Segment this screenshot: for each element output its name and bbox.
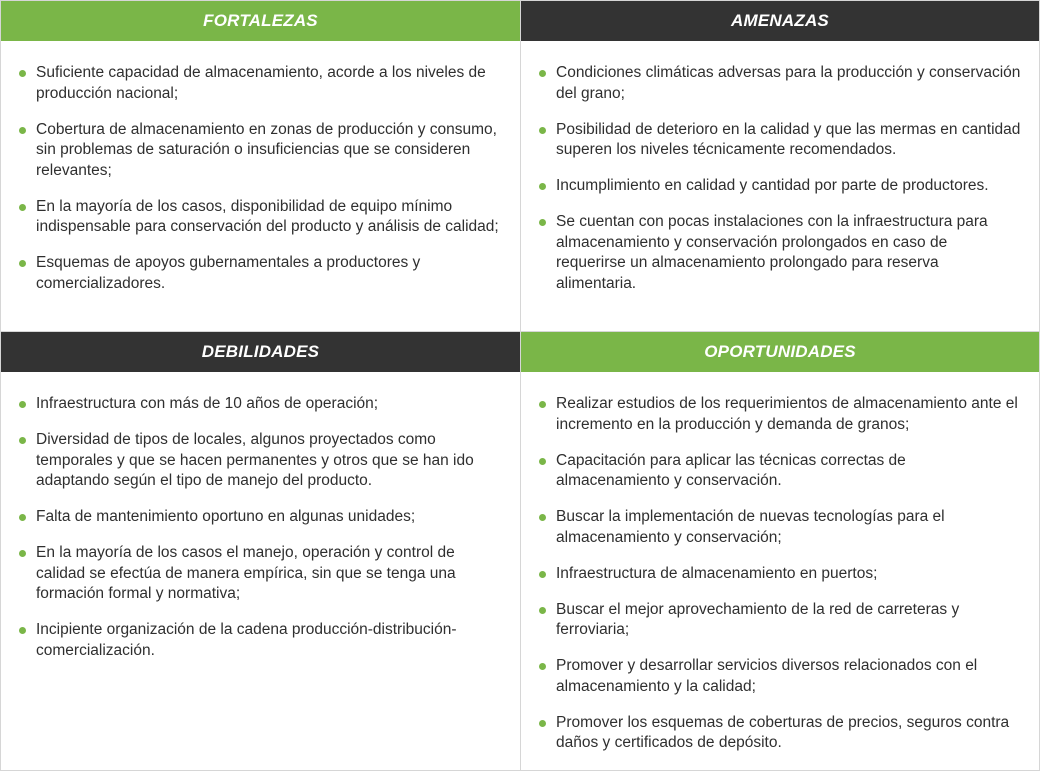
list-item (19, 543, 502, 605)
item-text: Incumplimiento en calidad y cantidad por parte de productores. (556, 177, 989, 194)
list-item (19, 120, 502, 182)
debilidades-header: DEBILIDADES (1, 332, 520, 372)
item-text: Incipiente organización de la cadena producción-distribución-comercialización. (36, 621, 457, 659)
bullet-icon (19, 204, 26, 211)
bullet-icon (539, 607, 546, 614)
bullet-icon (539, 127, 546, 134)
list-item (539, 63, 1021, 104)
bullet-icon (539, 219, 546, 226)
item-text: Falta de mantenimiento oportuno en algunas unidades; (36, 508, 416, 525)
debilidades-list (1, 372, 520, 661)
debilidades-quadrant (0, 331, 521, 771)
list-item (19, 253, 502, 294)
item-text: Posibilidad de deterioro en la calidad y que las mermas en cantidad superen los niveles técnicamente recomendados. (556, 120, 1021, 158)
list-item (19, 63, 502, 104)
bullet-icon (539, 720, 546, 727)
amenazas-quadrant (520, 0, 1040, 332)
list-item (539, 564, 1021, 585)
list-item (539, 212, 1021, 294)
bullet-icon (539, 571, 546, 578)
bullet-icon (539, 401, 546, 408)
list-item (19, 507, 502, 528)
bullet-icon (19, 550, 26, 557)
item-text: Capacitación para aplicar las técnicas correctas de almacenamiento y conservación. (556, 451, 906, 489)
list-item (19, 394, 502, 415)
bullet-icon (539, 183, 546, 190)
bullet-icon (19, 260, 26, 267)
bullet-icon (539, 663, 546, 670)
item-text: Realizar estudios de los requerimientos de almacenamiento ante el incremento en la producción y demanda de granos; (556, 395, 1018, 433)
bullet-icon (539, 514, 546, 521)
item-text: Cobertura de almacenamiento en zonas de producción y consumo, sin problemas de saturación o insuficiencias que se consideren relevantes; (36, 120, 497, 179)
list-item (539, 176, 1021, 197)
oportunidades-quadrant (520, 331, 1040, 771)
item-text: Infraestructura de almacenamiento en puertos; (556, 564, 878, 582)
list-item (539, 656, 1021, 697)
list-item (539, 507, 1021, 548)
bullet-icon (19, 127, 26, 134)
list-item (539, 120, 1021, 161)
item-text: Infraestructura con más de 10 años de operación; (36, 395, 379, 412)
item-text: Buscar la implementación de nuevas tecnologías para el almacenamiento y conservación; (556, 508, 945, 546)
list-item (539, 713, 1021, 754)
bullet-icon (19, 437, 26, 444)
item-text: En la mayoría de los casos el manejo, operación y control de calidad se efectúa de manera empírica, sin que se tenga una formación formal y normativa; (36, 544, 456, 602)
item-text: Buscar el mejor aprovechamiento de la red de carreteras y ferroviaria; (556, 600, 960, 638)
item-text: Diversidad de tipos de locales, algunos proyectados como temporales y que se hacen permanentes y otros que se han ido adaptando según el tipo de manejo del producto. (36, 431, 474, 489)
list-item (19, 197, 502, 238)
bullet-icon (19, 627, 26, 634)
oportunidades-list (521, 372, 1039, 754)
oportunidades-header: OPORTUNIDADES (521, 332, 1039, 372)
bullet-icon (19, 514, 26, 521)
list-item (539, 394, 1021, 435)
amenazas-header: AMENAZAS (521, 1, 1039, 41)
bullet-icon (19, 401, 26, 408)
fortalezas-header: FORTALEZAS (1, 1, 520, 41)
fortalezas-quadrant (0, 0, 521, 332)
item-text: Promover y desarrollar servicios diversos relacionados con el almacenamiento y la calidad; (556, 657, 978, 695)
list-item (539, 451, 1021, 492)
item-text: Condiciones climáticas adversas para la producción y conservación del grano; (556, 64, 1021, 102)
item-text: Se cuentan con pocas instalaciones con la infraestructura para almacenamiento y conservación prolongados en caso de requerirse un almacenamiento prolongado para reserva alimentaria. (556, 213, 988, 292)
bullet-icon (539, 70, 546, 77)
list-item (19, 430, 502, 492)
fortalezas-list (1, 41, 520, 294)
bullet-icon (19, 70, 26, 77)
list-item (19, 620, 502, 661)
item-text: Suficiente capacidad de almacenamiento, acorde a los niveles de producción nacional; (36, 64, 486, 102)
amenazas-list (521, 41, 1039, 294)
bullet-icon (539, 458, 546, 465)
item-text: Esquemas de apoyos gubernamentales a productores y comercializadores. (36, 254, 421, 292)
item-text: Promover los esquemas de coberturas de precios, seguros contra daños y certificados de depósito. (556, 713, 1010, 751)
list-item (539, 600, 1021, 641)
item-text: En la mayoría de los casos, disponibilidad de equipo mínimo indispensable para conservación del producto y análisis de calidad; (36, 197, 499, 235)
